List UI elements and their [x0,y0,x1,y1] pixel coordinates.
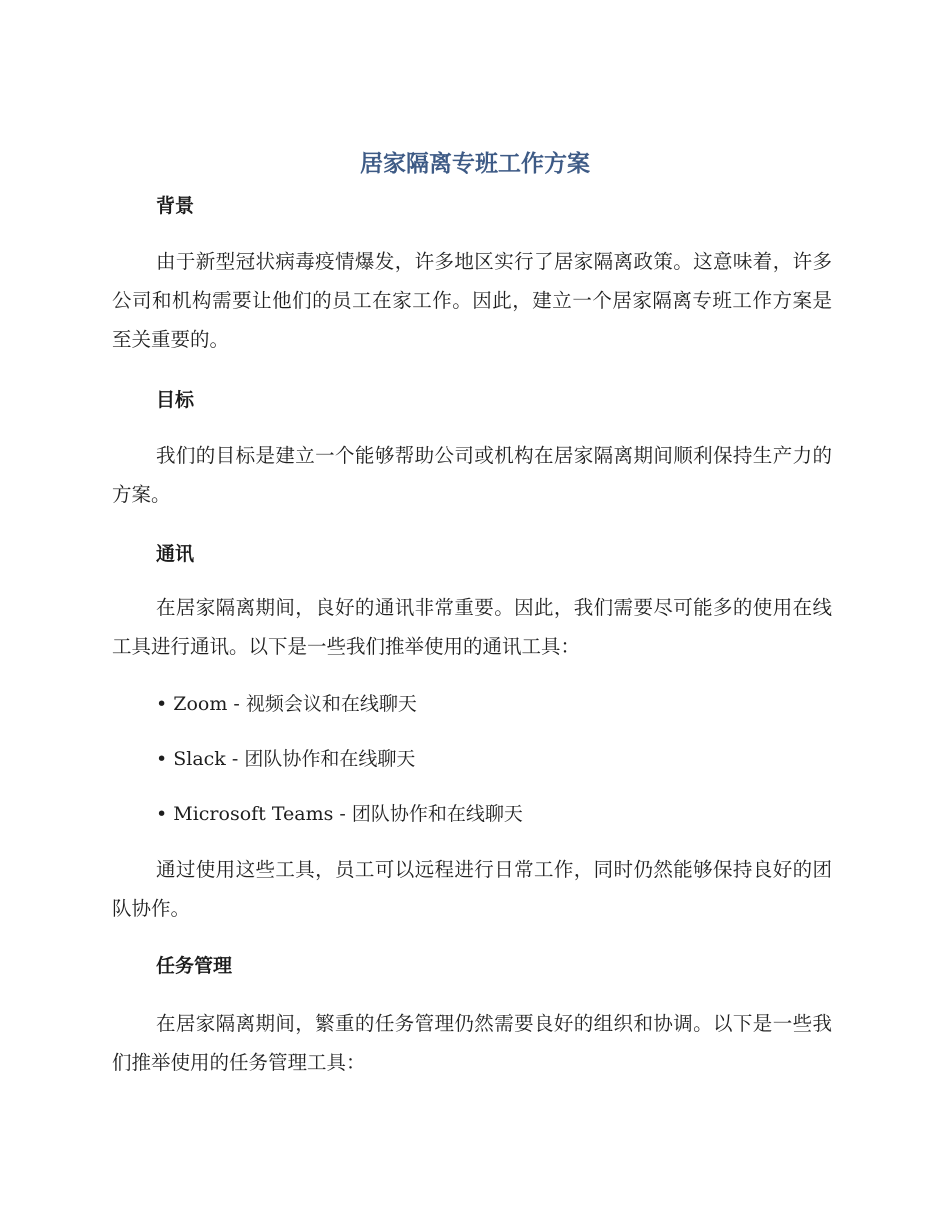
paragraph-task-management: 在居家隔离期间，繁重的任务管理仍然需要良好的组织和协调。以下是一些我们推举使用的任务管理工具： [112,1012,832,1074]
paragraph-communication: 在居家隔离期间，良好的通讯非常重要。因此，我们需要尽可能多的使用在线工具进行通讯。以下是一些我们推举使用的通讯工具： [112,596,832,658]
bullet-item-zoom: • Zoom - 视频会议和在线聊天 [156,693,417,715]
section-heading-background: 背景 [156,195,195,217]
section-heading-goal: 目标 [156,389,195,411]
bullet-item-teams: • Microsoft Teams - 团队协作和在线聊天 [156,803,523,825]
document-title: 居家隔离专班工作方案 [360,151,590,177]
paragraph-goal: 我们的目标是建立一个能够帮助公司或机构在居家隔离期间顺利保持生产力的方案。 [112,444,832,506]
section-heading-task-management: 任务管理 [156,955,233,977]
paragraph-background: 由于新型冠状病毒疫情爆发，许多地区实行了居家隔离政策。这意味着，许多公司和机构需要让他们的员工在家工作。因此，建立一个居家隔离专班工作方案是至关重要的。 [112,250,832,351]
section-heading-communication: 通讯 [156,543,195,565]
paragraph-communication-closing: 通过使用这些工具，员工可以远程进行日常工作，同时仍然能够保持良好的团队协作。 [112,858,832,920]
bullet-item-slack: • Slack - 团队协作和在线聊天 [156,748,416,770]
